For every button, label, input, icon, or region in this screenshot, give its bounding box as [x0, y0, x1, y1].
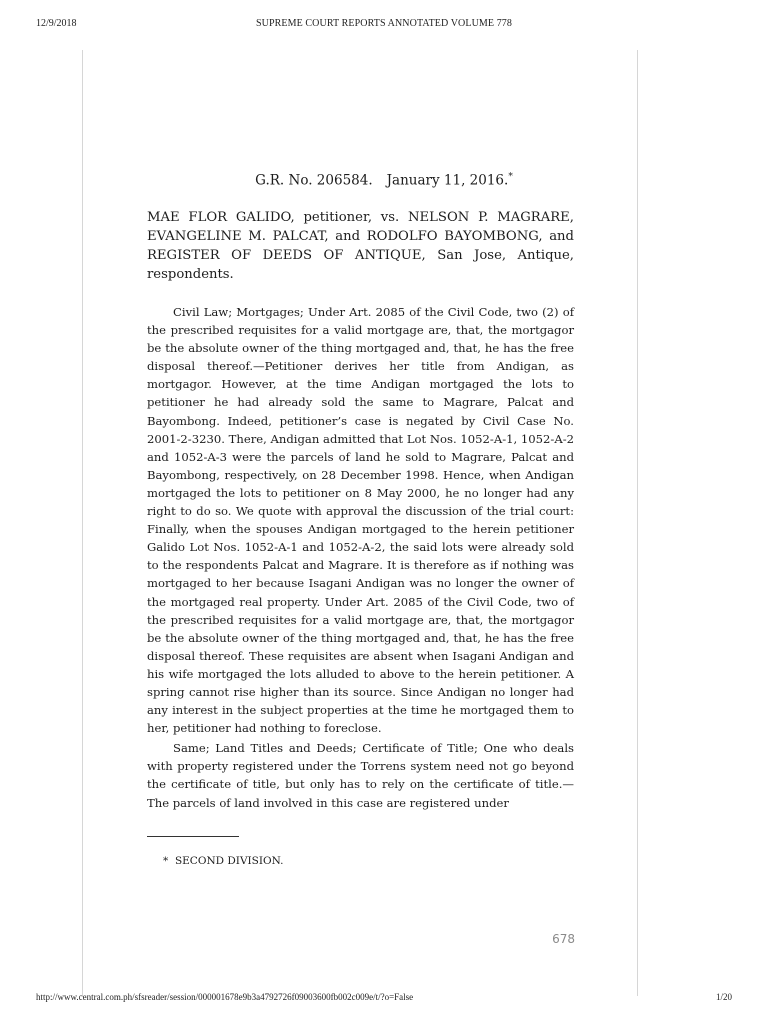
- print-url[interactable]: http://www.central.com.ph/sfsreader/session/000001678e9b3a4792726f09003600fb002c009e/t/?o=False: [36, 992, 414, 1002]
- syllabus-paragraph: Civil Law; Mortgages; Under Art. 2085 of the Civil Code, two (2) of the prescribed requisites for a valid mortgage are, that, the mortgagor be the absolute owner of the thing mortgaged and, that, he has the free disposal thereof.—Petitioner derives her title from Andigan, as mortgagor. However, at the time Andigan mortgaged the lots to petitioner he had already sold the same to Magrare, Palcat and Bayombong. Indeed, petitioner’s case is negated by Civil Case No. 2001-2-3230. There, Andigan admitted that Lot Nos. 1052-A-1, 1052-A-2 and 1052-A-3 were the parcels of land he sold to Magrare, Palcat and Bayombong, respectively, on 28 December 1998. Hence, when Andigan mortgaged the lots to petitioner on 8 May 2000, he no longer had any right to do so. We quote with approval the discussion of the trial court: Finally, when the spouses Andigan mortgaged to the herein petitioner Galido Lot Nos. 1052-A-1 and 1052-A-2, the said lots were already sold to the respondents Palcat and Magrare. It is therefore as if nothing was mortgaged to her because Isagani Andigan was no longer the owner of the mortgaged real property. Under Art. 2085 of the Civil Code, two of the prescribed requisites for a valid mortgage are, that, the mortgagor be the absolute owner of the thing mortgaged and, that, he has the free disposal thereof. These requisites are absent when Isagani Andigan and his wife mortgaged the lots alluded to above to the herein petitioner. A spring cannot rise higher than its source. Since Andigan no longer had any interest in the subject properties at the time he mortgaged them to her, petitioner had nothing to foreclose.: [147, 305, 574, 736]
- footnote-divider: [147, 836, 239, 837]
- syllabus-paragraph: Same; Land Titles and Deeds; Certificate of Title; One who deals with property registered under the Torrens system need not go beyond the certificate of title, but only has to rely on the certificate of title.—The parcels of land involved in this case are registered under: [147, 741, 574, 810]
- print-title: SUPREME COURT REPORTS ANNOTATED VOLUME 778: [255, 18, 513, 29]
- print-page-count: 1/20: [715, 992, 732, 1002]
- gr-number: G.R. No. 206584.: [255, 172, 373, 189]
- footnote-text: SECOND DIVISION.: [174, 855, 284, 867]
- case-header: [0, 172, 768, 189]
- print-header: [0, 18, 768, 32]
- page-number: 678: [552, 932, 575, 946]
- footnote-reference[interactable]: *: [508, 172, 513, 182]
- print-date: 12/9/2018: [36, 18, 77, 29]
- footnote: [163, 855, 283, 867]
- case-content: [147, 208, 574, 812]
- footnote-marker: *: [163, 855, 169, 867]
- print-footer: [0, 992, 768, 1006]
- case-parties: MAE FLOR GALIDO, petitioner, vs. NELSON P. MAGRARE, EVANGELINE M. PALCAT, and RODOLFO BAYOMBONG, and REGISTER OF DEEDS OF ANTIQUE, San Jose, Antique, respondents.: [147, 210, 574, 282]
- case-date: January 11, 2016.: [386, 172, 509, 189]
